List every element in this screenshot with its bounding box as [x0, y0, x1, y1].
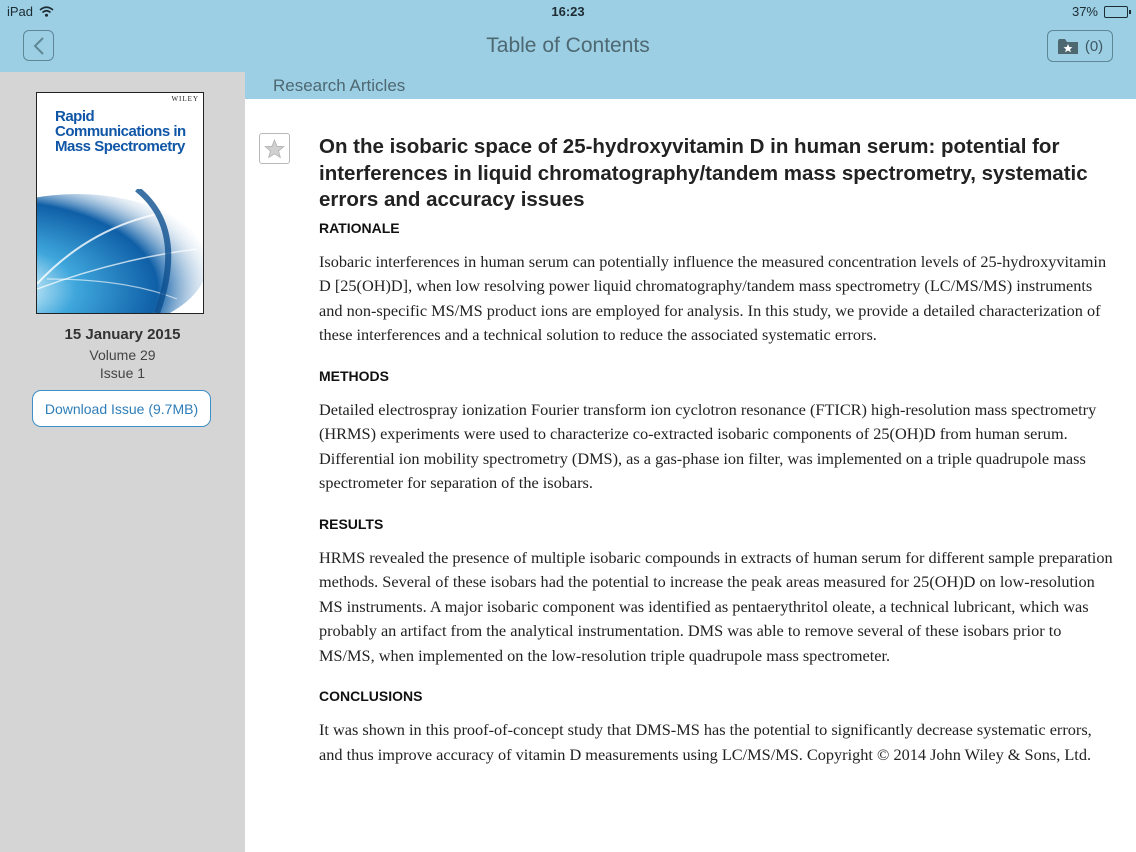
section-label: Research Articles — [273, 76, 406, 95]
issue-date: 15 January 2015 — [64, 326, 181, 343]
status-bar — [0, 0, 1136, 22]
issue-volume: Volume 29 — [89, 347, 156, 363]
section-body: Isobaric interferences in human serum can potentially influence the measured concentration levels of 25-hydroxyvitamin D [25(OH)D], when low resolving power liquid chromatography/tandem mass spectrometry (LC/MS/MS) instruments and non-specific MS/MS product ions are employed for analysis. In this study, we provide a detailed characterization of these interferences and a technical solution to reduce the associated systematic errors. — [319, 251, 1107, 344]
cover-artwork — [37, 189, 203, 313]
journal-cover[interactable] — [36, 92, 204, 314]
favorites-count: (0) — [1084, 37, 1104, 55]
cover-title-line: Communications in — [55, 123, 186, 140]
star-icon — [264, 139, 285, 159]
issue-sidebar — [0, 72, 245, 852]
section-body: Detailed electrospray ionization Fourier transform ion cyclotron resonance (FTICR) high-resolution mass spectrometry (HRMS) experiments were used to characterize co-extracted isobaric components of 25(OH)D from human serum. Differential ion mobility spectrometry (DMS), as a gas-phase ion filter, was implemented on a triple quadrupole mass spectrometer for separation of the isobars. — [319, 399, 1097, 492]
page-title: Table of Contents — [486, 34, 650, 57]
issue-number: Issue 1 — [99, 365, 146, 381]
cover-title-line: Rapid — [55, 108, 95, 125]
battery-percent: 37% — [1071, 4, 1098, 19]
section-heading: CONCLUSIONS — [319, 688, 423, 704]
article — [319, 134, 1119, 767]
favorite-star-button[interactable] — [259, 133, 290, 164]
section-header — [245, 72, 1136, 99]
section-body: It was shown in this proof-of-concept study that DMS-MS has the potential to significantly decrease systematic errors, and thus improve accuracy of vitamin D measurements using LC/MS/MS. Copyright © 2014 John Wiley & Sons, Ltd. — [319, 720, 1092, 764]
device-label: iPad — [7, 4, 34, 19]
navigation-bar — [0, 22, 1136, 72]
article-title[interactable]: On the isobaric space of 25-hydroxyvitamin D in human serum: potential for interferences in liquid chromatography/tandem mass spectrometry, systematic errors and accuracy issues — [319, 135, 1088, 211]
star-folder-icon — [1057, 37, 1079, 55]
cover-title — [55, 109, 186, 154]
section-heading: RATIONALE — [319, 219, 400, 236]
download-issue-button[interactable]: Download Issue (9.7MB) — [32, 390, 211, 427]
section-body: HRMS revealed the presence of multiple isobaric compounds in extracts of human serum for different sample preparation methods. Several of these isobars had the potential to increase the peak areas measured for 25(OH)D on low-resolution MS instruments. A major isobaric component was identified as pentaerythritol oleate, a technical lubricant, which was probably an artifact from the analytical instrumentation. DMS was able to remove several of these isobars prior to MS/MS, when implemented on the low-resolution triple quadrupole mass spectrometer. — [319, 547, 1113, 665]
cover-title-line: Mass Spectrometry — [55, 138, 185, 155]
battery-icon — [1104, 6, 1128, 18]
section-heading: METHODS — [319, 367, 389, 384]
section-heading: RESULTS — [319, 515, 384, 532]
favorites-button[interactable] — [1047, 30, 1113, 62]
clock: 16:23 — [551, 4, 585, 19]
cover-publisher: WILEY — [171, 95, 199, 103]
